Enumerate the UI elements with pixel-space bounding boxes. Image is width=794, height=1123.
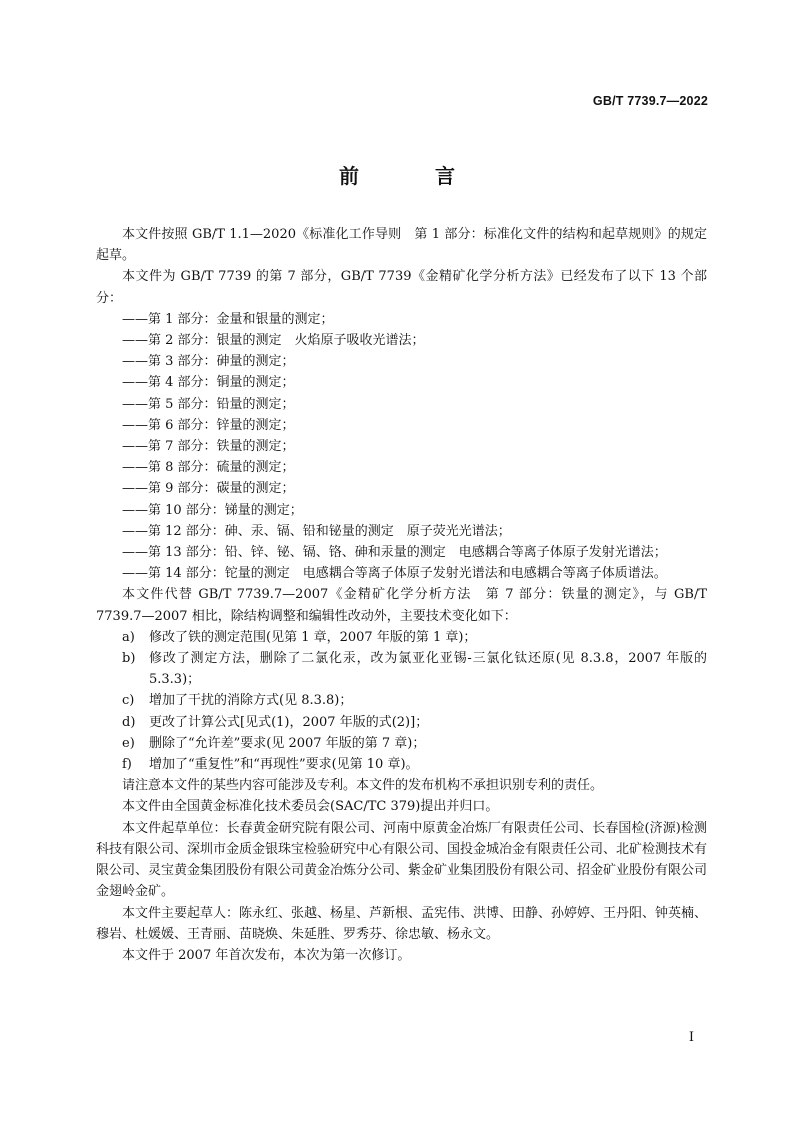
list-item	[96, 690, 707, 711]
list-item: ——第 5 部分：铅量的测定；	[122, 396, 295, 412]
list-item: ——第 6 部分：锌量的测定；	[122, 417, 295, 433]
list-item: ——第 7 部分：铁量的测定；	[122, 439, 295, 455]
list-item	[96, 712, 707, 733]
list-item: ——第 2 部分：银量的测定 火焰原子吸收光谱法；	[122, 333, 425, 349]
list-item	[96, 648, 707, 690]
list-item: ——第 12 部分：砷、汞、镉、铅和铋量的测定 原子荧光光谱法；	[122, 523, 511, 539]
paragraph: 请注意本文件的某些内容可能涉及专利。本文件的发布机构不承担识别专利的责任。	[122, 778, 604, 794]
page-title: 前 言	[339, 164, 483, 188]
list-text: 删除了“允许差”要求(见 2007 年版的第 7 章)；	[149, 735, 426, 751]
parts-list	[96, 309, 707, 585]
list-marker: a)	[122, 629, 135, 645]
paragraph: 本文件主要起草人：陈永红、张越、杨星、芦新根、孟宪伟、洪博、田静、孙婷婷、王丹阳、钟英楠、穆岩、杜媛媛、王青丽、苗晓焕、朱延胜、罗秀芬、徐忠敏、杨永文。	[96, 905, 708, 942]
list-item: ——第 1 部分：金量和银量的测定；	[122, 311, 334, 327]
list-text: 更改了计算公式[见式(1)，2007 年版的式(2)]；	[149, 714, 429, 730]
changes-list	[96, 627, 707, 775]
list-marker: d)	[122, 714, 136, 730]
list-item: ——第 4 部分：铜量的测定；	[122, 375, 295, 391]
list-text: 增加了干扰的消除方式(见 8.3.8)；	[149, 693, 353, 709]
list-item	[96, 627, 707, 648]
paragraph: 本文件于 2007 年首次发布，本次为第一次修订。	[122, 947, 411, 963]
list-marker: c)	[122, 693, 135, 709]
paragraph: 本文件起草单位：长春黄金研究院有限公司、河南中原黄金冶炼厂有限责任公司、长春国检(济源)检测科技有限公司、深圳市金质金银珠宝检验研究中心有限公司、国投金城冶金有限责任公司、北矿检测技术有限公司、灵宝黄金集团股份有限公司黄金冶炼分公司、紫金矿业集团股份有限公司、招金矿业股份有限公司金翅岭金矿。	[96, 820, 708, 900]
standard-code: GB/T 7739.7—2022	[592, 94, 708, 108]
foreword-body	[96, 224, 707, 966]
list-marker: b)	[122, 651, 136, 667]
paragraph: 本文件代替 GB/T 7739.7—2007《金精矿化学分析方法 第 7 部分：铁量的测定》，与 GB/T 7739.7—2007 相比，除结构调整和编辑性改动外，主要技术变化如下：	[96, 587, 707, 624]
paragraph: 本文件按照 GB/T 1.1—2020《标准化工作导则 第 1 部分：标准化文件的结构和起草规则》的规定起草。	[96, 227, 707, 264]
list-item: ——第 13 部分：铅、锌、铋、镉、铬、砷和汞量的测定 电感耦合等离子体原子发射光谱法；	[122, 545, 667, 561]
list-text: 增加了“重复性”和“再现性”要求(见第 10 章)。	[149, 757, 419, 773]
list-text: 修改了铁的测定范围(见第 1 章，2007 年版的第 1 章)；	[149, 629, 477, 645]
page-number: I	[688, 1030, 694, 1045]
list-item	[96, 754, 707, 775]
list-item: ——第 8 部分：硫量的测定；	[122, 460, 295, 476]
list-item: ——第 9 部分：碳量的测定；	[122, 481, 295, 497]
list-text: 修改了测定方法，删除了二氯化汞，改为氯亚化亚锡-三氯化钛还原(见 8.3.8，2007 年版的 5.3.3)；	[149, 651, 707, 688]
list-marker: f)	[122, 757, 132, 773]
paragraph: 本文件为 GB/T 7739 的第 7 部分，GB/T 7739《金精矿化学分析方法》已经发布了以下 13 个部分：	[96, 269, 707, 306]
list-item: ——第 3 部分：砷量的测定；	[122, 354, 295, 370]
list-item: ——第 14 部分：铊量的测定 电感耦合等离子体原子发射光谱法和电感耦合等离子体质谱法。	[122, 566, 667, 582]
list-item: ——第 10 部分：锑量的测定；	[122, 502, 303, 518]
list-item	[96, 733, 707, 754]
list-marker: e)	[122, 735, 135, 751]
paragraph: 本文件由全国黄金标准化技术委员会(SAC/TC 379)提出并归口。	[122, 799, 499, 815]
